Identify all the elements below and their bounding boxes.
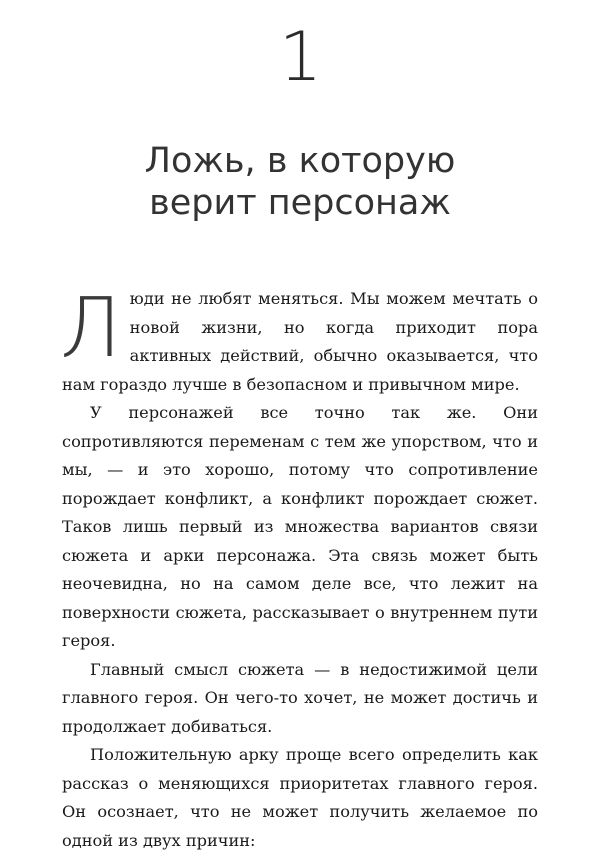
- chapter-number: 1: [278, 18, 322, 97]
- body-text: [60, 281, 538, 855]
- chapter-title-line-2: верит персонаж: [149, 183, 451, 223]
- drop-cap: Л: [60, 281, 122, 376]
- paragraph-1: [60, 281, 538, 399]
- chapter-title-line-1: Ложь, в которую: [144, 141, 456, 181]
- paragraph-2: У персонажей все точно так же. Они сопротивляются переменам с тем же упорством, что и мы, — и это хорошо, потому что сопротивление порождает конфликт, а конфликт порождает сюжет. Таков лишь первый из множества вариантов связи сюжета и арки персонажа. Эта связь может быть неочевидна, но на самом деле все, что лежит на поверхности сюжета, рассказывает о внутреннем пути героя.: [62, 403, 538, 650]
- paragraph-4: Положительную арку проще всего определить как рассказ о меняющихся приоритетах главного героя. Он осознает, что не может получить желаемое по одной из двух причин:: [62, 745, 538, 850]
- paragraph-1-text: юди не любят меняться. Мы можем мечтать о новой жизни, но когда приходит пора активных действий, обычно оказывается, что нам гораздо лучше в безопасном и привычном мире.: [62, 289, 538, 394]
- paragraph-3: Главный смысл сюжета — в недостижимой цели главного героя. Он чего-то хочет, не может достичь и продолжает добиваться.: [62, 659, 538, 736]
- chapter-title: [0, 140, 600, 224]
